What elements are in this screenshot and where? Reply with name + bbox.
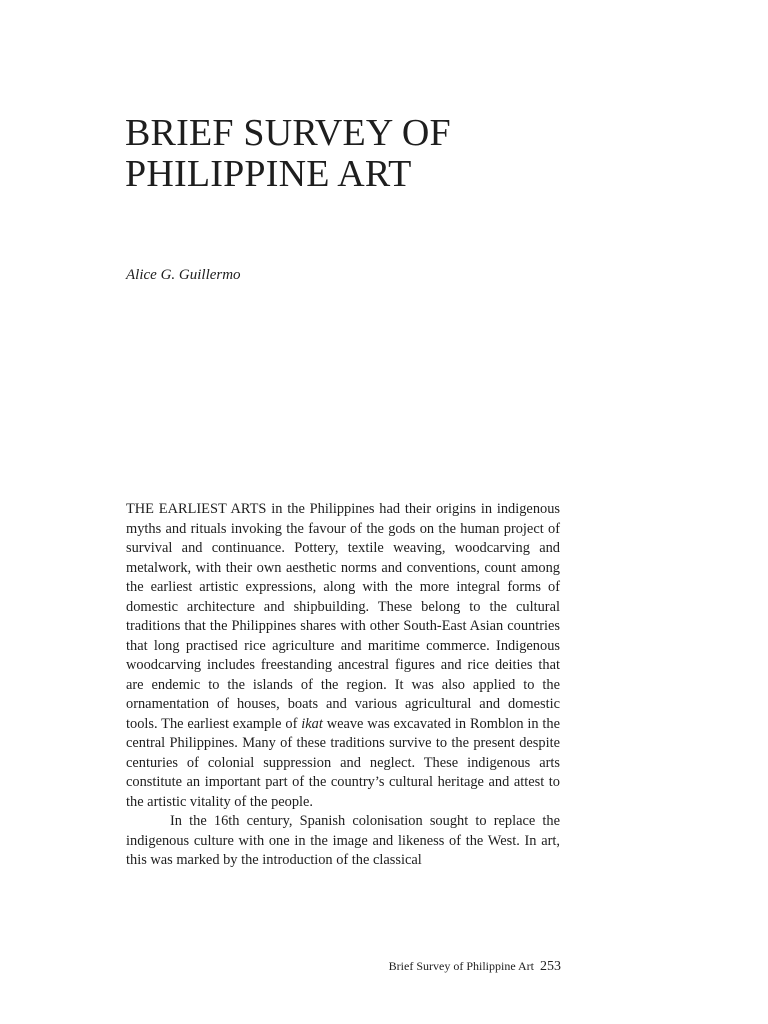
paragraph-1 [126,500,560,812]
body-text [126,500,560,871]
title-line-2: PHILIPPINE ART [125,153,412,195]
paragraph-2: In the 16th century, Spanish colonisation sought to replace the indigenous culture with one in the image and likeness of the West. In art, this was marked by the introduction of the classical [126,813,560,868]
article-title [125,113,645,195]
paragraph-1-text-a: in the Philippines had their origins in indigenous myths and rituals invoking the favour of the gods on the human project of survival and continuance. Pottery, textile weaving, woodcarving and metalwork, with their own aesthetic norms and conventions, count among the earliest artistic expressions, along with the more integral forms of domestic architecture and shipbuilding. These belong to the cultural traditions that the Philippines shares with other South-East Asian countries that long practised rice agriculture and maritime commerce. Indigenous woodcarving includes freestanding ancestral figures and rice deities that are endemic to the islands of the region. It was also applied to the ornamentation of houses, boats and various agricultural and domestic tools. The earliest example of [126,501,561,732]
page-number: 253 [540,959,561,974]
paragraph-1-italic-term: ikat [301,715,323,732]
running-title: Brief Survey of Philippine Art [388,959,534,973]
author-name: Alice G. Guillermo [126,267,241,283]
paragraph-1-text-b: weave was excavated in Romblon in the central Philippines. Many of these traditions survive to the present despite centuries of colonial suppression and neglect. These indigenous arts constitute an important part of the country’s cultural heritage and attest to the artistic vitality of the people. [126,715,561,810]
paragraph-1-lead: THE EARLIEST ARTS [126,501,267,517]
title-line-1: BRIEF SURVEY OF [125,112,451,154]
page-footer [386,958,561,975]
